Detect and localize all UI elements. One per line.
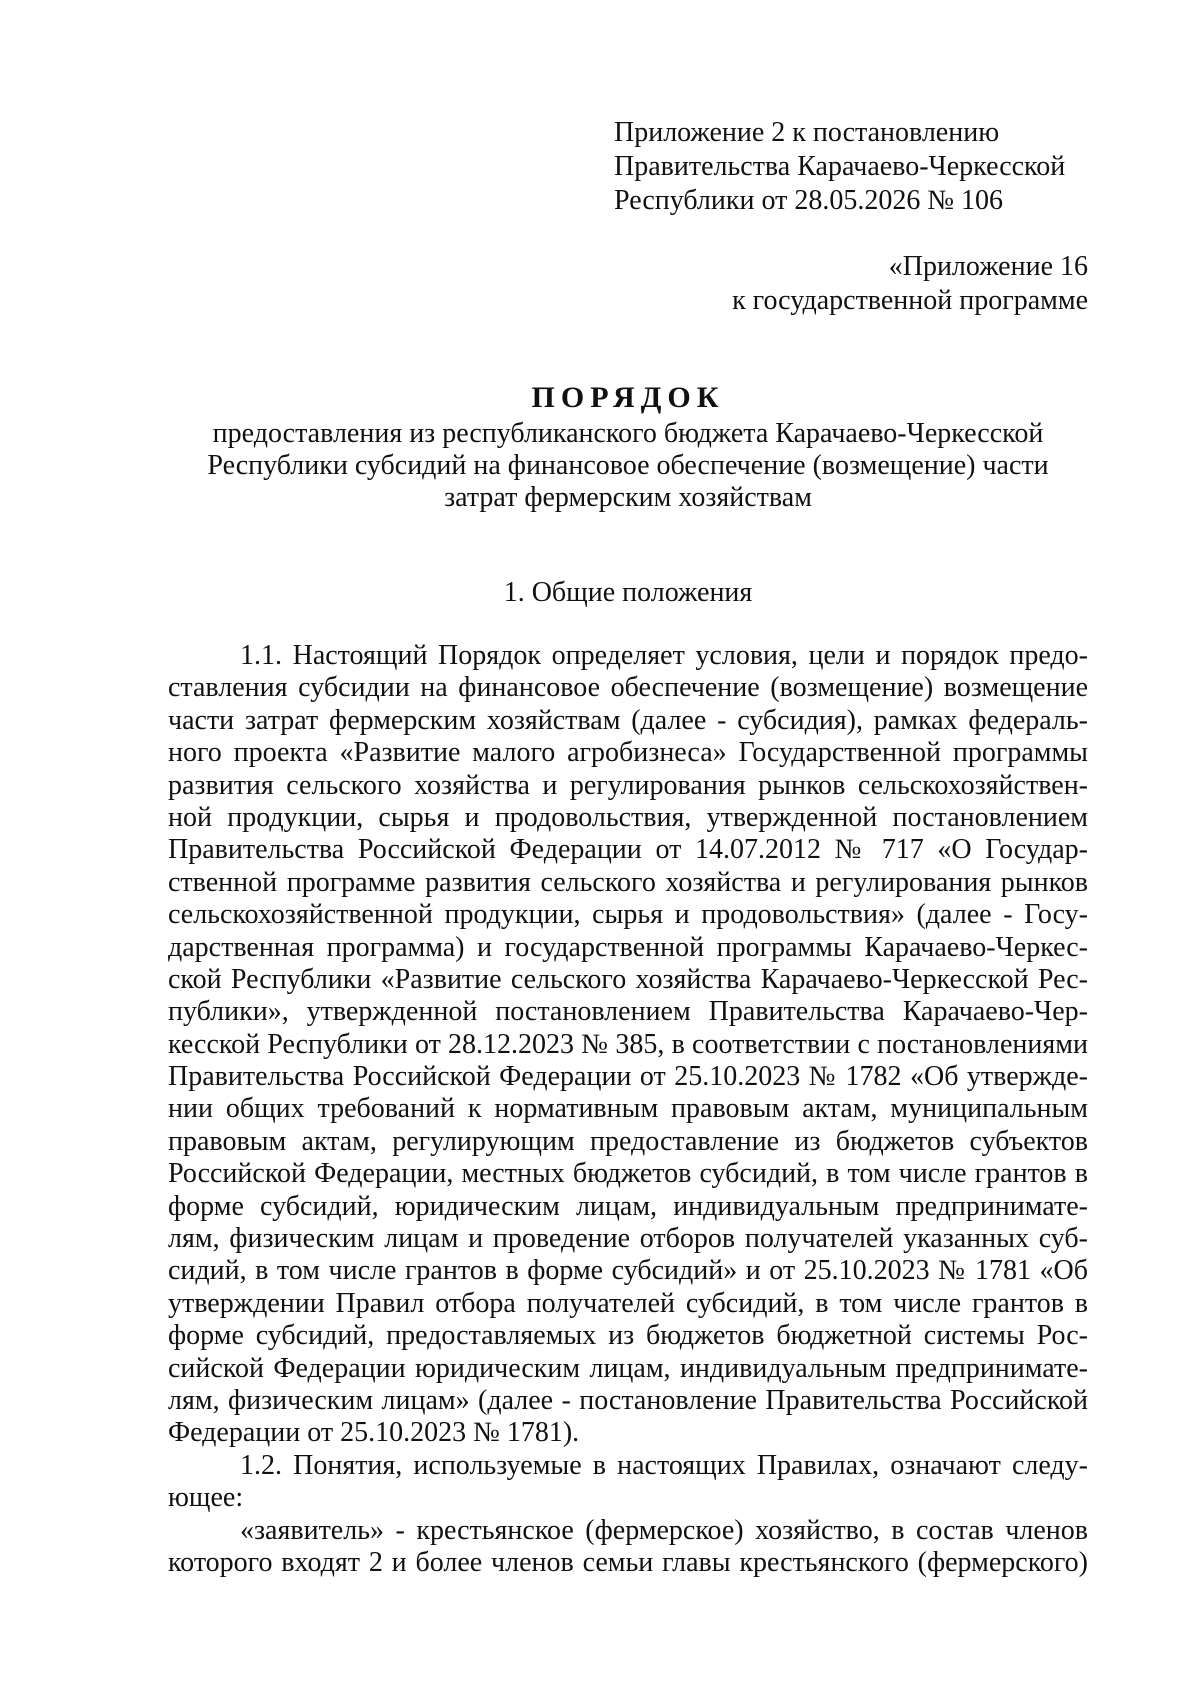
body-line: ной продукции, сырья и продовольствия, утвержденной постановлением <box>168 801 1088 833</box>
body-line: форме субсидий, предоставляемых из бюджетов бюджетной системы Рос- <box>168 1320 1088 1352</box>
document-title-block <box>168 380 1088 514</box>
body-line: развития сельского хозяйства и регулирования рынков сельскохозяйствен- <box>168 769 1088 801</box>
body-line: 1.1. Настоящий Порядок определяет условия, цели и порядок предо- <box>240 640 1088 671</box>
appendix-line: Приложение 2 к постановлению <box>614 117 1000 148</box>
subtitle-line: предоставления из республиканского бюджета Карачаево-Черкесской <box>212 418 1044 449</box>
body-line: ской Республики «Развитие сельского хозяйства Карачаево-Черкесской Рес- <box>168 963 1088 995</box>
body-line: сийской Федерации юридическим лицам, индивидуальным предпринимате- <box>168 1352 1088 1384</box>
body-line: публики», утвержденной постановлением Правительства Карачаево-Чер- <box>168 996 1088 1028</box>
body-line: сельскохозяйственной продукции, сырья и продовольствия» (далее - Госу- <box>168 899 1088 931</box>
body-line: кесской Республики от 28.12.2023 № 385, в соответствии с постановлениями <box>168 1028 1088 1060</box>
body-line: 1.2. Понятия, используемые в настоящих Правилах, означают следу- <box>240 1449 1088 1481</box>
appendix-line: Правительства Карачаево-Черкесской <box>614 151 1066 182</box>
body-line: ного проекта «Развитие малого агробизнеса» Государственной программы <box>168 737 1088 769</box>
body-line: правовым актам, регулирующим предоставление из бюджетов субъектов <box>168 1125 1088 1157</box>
body-text <box>168 640 1088 1579</box>
appendix-sub-line: к государственной программе <box>732 285 1088 316</box>
body-line: лям, физическим лицам» (далее - постановление Правительства Российской <box>168 1384 1088 1416</box>
body-line: лям, физическим лицам и проведение отборов получателей указанных суб- <box>168 1223 1088 1255</box>
subtitle-line: затрат фермерским хозяйствам <box>444 482 812 513</box>
body-line: форме субсидий, юридическим лицам, индивидуальным предпринимате- <box>168 1190 1088 1222</box>
body-line: Правительства Российской Федерации от 14.07.2012 № 717 «О Государ- <box>168 834 1088 866</box>
body-line: Федерации от 25.10.2023 № 1781). <box>168 1417 580 1449</box>
body-line: Правительства Российской Федерации от 25.10.2023 № 1782 «Об утвержде- <box>168 1061 1088 1093</box>
appendix-line: Республики от 28.05.2026 № 106 <box>614 185 1004 216</box>
document-title: ПОРЯДОК <box>531 381 725 414</box>
body-line: утверждении Правил отбора получателей субсидий, в том числе грантов в <box>168 1287 1088 1319</box>
body-line: «заявитель» - крестьянское (фермерское) хозяйство, в состав членов <box>240 1514 1088 1546</box>
section-heading: 1. Общие положения <box>503 577 753 608</box>
body-line: нии общих требований к нормативным правовым актам, муниципальным <box>168 1093 1088 1125</box>
appendix-sub-line: «Приложение 16 <box>888 251 1088 282</box>
appendix-sub-header <box>732 250 1088 318</box>
document-subtitle <box>168 418 1088 514</box>
body-line: дарственная программа) и государственной программы Карачаево-Черкес- <box>168 931 1088 963</box>
body-line: которого входят 2 и более членов семьи главы крестьянского (фермерского) <box>168 1546 1088 1578</box>
body-line: ющее: <box>168 1482 244 1514</box>
body-line: Российской Федерации, местных бюджетов субсидий, в том числе грантов в <box>168 1158 1088 1190</box>
appendix-header <box>614 116 1065 218</box>
body-line: ственной программе развития сельского хозяйства и регулирования рынков <box>168 866 1088 898</box>
subtitle-line: Республики субсидий на финансовое обеспечение (возмещение) части <box>207 450 1049 481</box>
body-line: ставления субсидии на финансовое обеспечение (возмещение) возмещение <box>168 672 1088 704</box>
body-line: части затрат фермерским хозяйствам (далее - субсидия), рамках федераль- <box>168 704 1088 736</box>
body-line: сидий, в том числе грантов в форме субсидий» и от 25.10.2023 № 1781 «Об <box>168 1255 1088 1287</box>
